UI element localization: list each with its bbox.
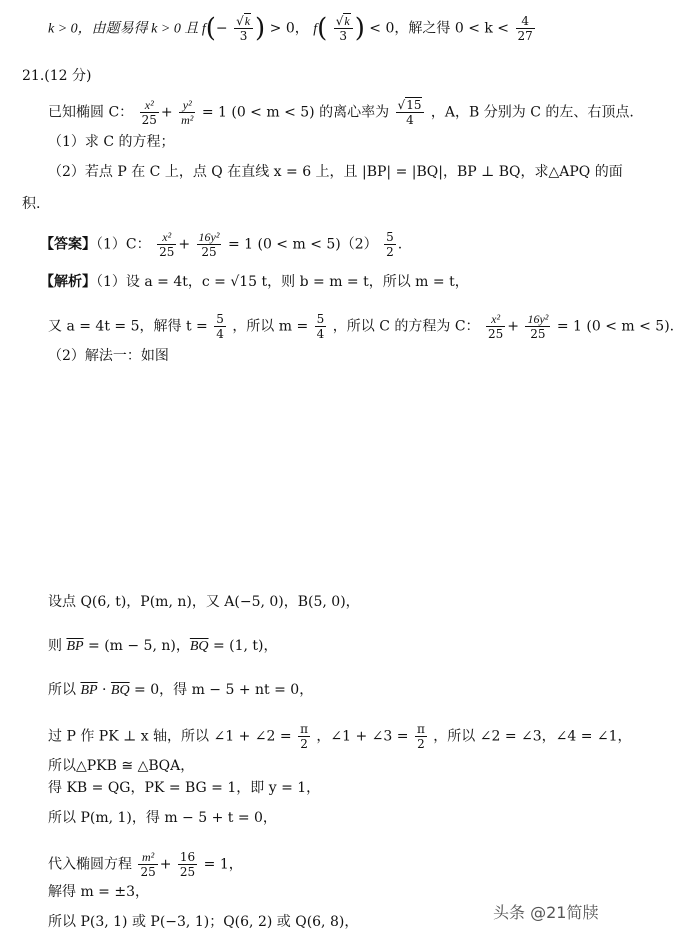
problem-stem: 已知椭圆 C： $\frac{\text{x²}}{25}$ + $\frac{\text{y²}}{\text{m²}}$ = 1 (0 < m < 5) 的离心率为 $\frac{√15}{4}$ ，A，B 分别为 C 的左、右顶点.: [48, 98, 634, 127]
solution-line-7: 所以 P(m, 1)，得 m − 5 + t = 0，: [48, 810, 277, 826]
analysis-line-2: 又 a = 4t = 5，解得 t = $\frac{5}{4}$ ，所以 m = $\frac{5}{4}$ ，所以 C 的方程为 C： $\frac{\text{x²}}{25}$ + $\frac{\text{16y²}}{25}$ = 1 (0 < m < 5).: [48, 312, 674, 341]
solution-line-6: 得 KB = QG，PK = BG = 1，即 y = 1，: [48, 780, 321, 796]
figure-area: [40, 376, 600, 576]
solution-line-2: 则 $\overline{BP} = (m - 5$, n)，$\overline{BQ} = (1$, t)，: [48, 638, 278, 654]
answer-line: 【答案】（1）C： $\frac{\text{x²}}{25}$ + $\frac{\text{16y²}}{25}$ = 1 (0 < m < 5)（2） $\frac{5}{2}$ .: [40, 230, 403, 259]
question-2-end: 积.: [22, 196, 41, 212]
solution-line-5: 所以△PKB ≅ △BQA，: [48, 758, 195, 774]
question-2: （2）若点 P 在 C 上，点 Q 在直线 x = 6 上，且 |BP| = |BQ|，BP ⊥ BQ，求△APQ 的面: [48, 164, 623, 180]
solution-line-8: 代入椭圆方程 $\frac{\text{m²}}{25}$ + $\frac{16}{25}$ = 1，: [48, 850, 243, 879]
solution-line-3: 所以 $\overline{BP} \cdot \overline{BQ} = 0$，得 m − 5 + nt = 0，: [48, 682, 314, 698]
analysis-line-3: （2）解法一：如图: [48, 348, 169, 364]
solution-line-top: k > 0，由题易得 k > 0 且 f(− $\frac{√k}{3}$ ) > 0， f( $\frac{√k}{3}$ ) < 0，解之得 0 < k < $\frac{4}{27}$: [48, 13, 533, 44]
solution-line-9: 解得 m = ±3，: [48, 884, 149, 900]
problem-number: 21.(12 分): [22, 68, 92, 84]
solution-line-10: 所以 P(3, 1) 或 P(−3, 1)；Q(6, 2) 或 Q(6, 8)，: [48, 914, 359, 930]
analysis-line-1: 【解析】（1）设 a = 4t，c = √15 t，则 b = m = t，所以 m = t，: [40, 274, 469, 290]
solution-line-1: 设点 Q(6, t)，P(m, n)，又 A(−5, 0)，B(5, 0)，: [48, 594, 360, 610]
solution-line-4: 过 P 作 PK ⊥ x 轴，所以 ∠1 + ∠2 = $\frac{\pi}{2}$ ，∠1 + ∠3 = $\frac{\pi}{2}$ ，所以 ∠2 = ∠3，∠4 = ∠1，: [48, 722, 632, 751]
question-1: （1）求 C 的方程；: [48, 134, 175, 150]
source-watermark: 头条 @21简牍: [493, 903, 599, 922]
